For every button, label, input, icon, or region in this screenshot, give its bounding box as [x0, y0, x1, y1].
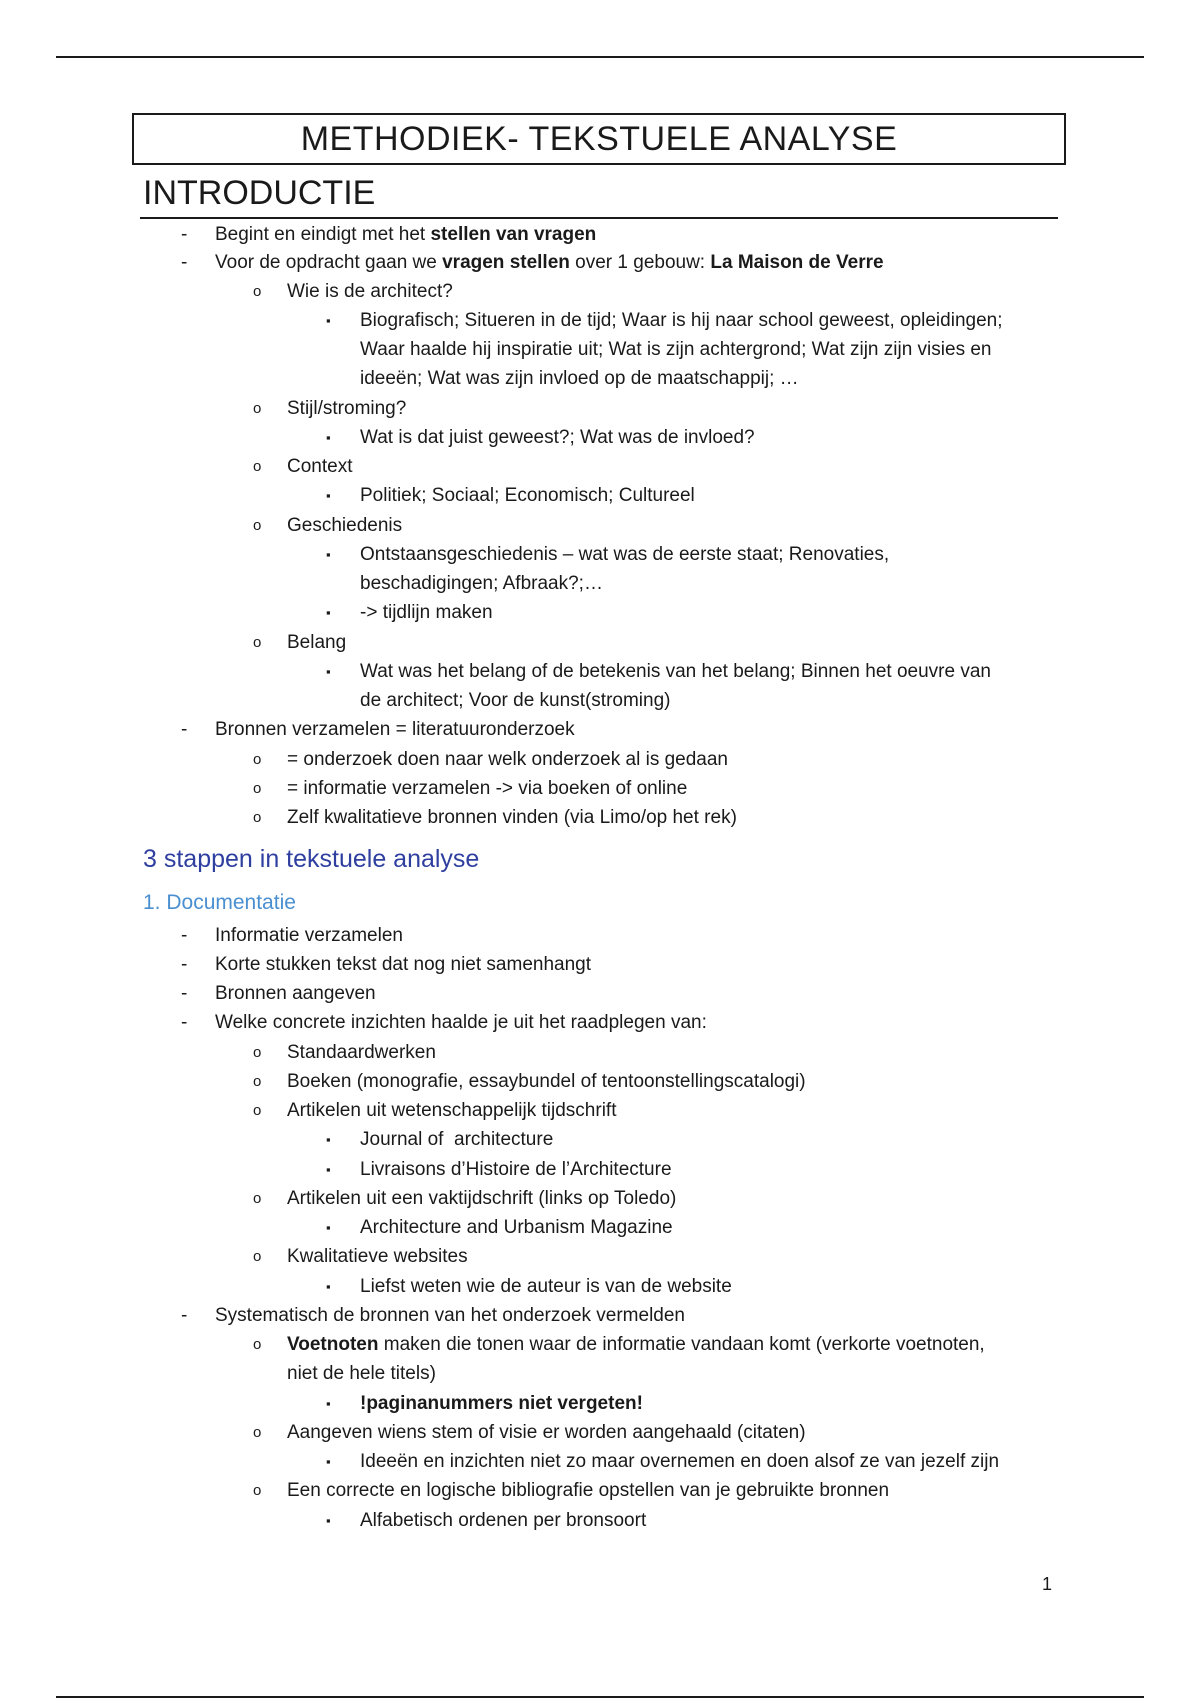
- list-item: ▪ Politiek; Sociaal; Economisch; Cultureel: [360, 481, 695, 510]
- list-item: o Standaardwerken: [287, 1038, 436, 1067]
- circle-bullet-icon: o: [253, 1482, 262, 1499]
- list-item: o Een correcte en logische bibliografie opstellen van je gebruikte bronnen: [287, 1476, 889, 1505]
- circle-bullet-icon: o: [253, 634, 262, 651]
- list-item: o Stijl/stroming?: [287, 394, 406, 423]
- list-item: - Voor de opdracht gaan we vragen stellen over 1 gebouw: La Maison de Verre: [215, 248, 884, 277]
- list-item: o Aangeven wiens stem of visie er worden aangehaald (citaten): [287, 1418, 806, 1447]
- circle-bullet-icon: o: [253, 400, 262, 417]
- list-item: o Kwalitatieve websites: [287, 1242, 468, 1271]
- circle-bullet-icon: o: [253, 1248, 262, 1265]
- list-item: - Welke concrete inzichten haalde je uit het raadplegen van:: [215, 1008, 707, 1037]
- circle-bullet-icon: o: [253, 809, 262, 826]
- circle-bullet-icon: o: [253, 458, 262, 475]
- list-item: - Bronnen verzamelen = literatuuronderzoek: [215, 715, 575, 744]
- list-item: ▪ Ontstaansgeschiedenis – wat was de eerste staat; Renovaties,: [360, 540, 889, 569]
- subsection-heading: 1. Documentatie: [143, 891, 296, 914]
- list-item-continuation: niet de hele titels): [287, 1363, 436, 1384]
- list-item-continuation: beschadigingen; Afbraak?;…: [360, 573, 603, 594]
- dash-marker: -: [181, 719, 188, 740]
- list-item: ▪ Livraisons d’Histoire de l’Architecture: [360, 1155, 672, 1184]
- square-bullet-icon: ▪: [326, 664, 331, 679]
- circle-bullet-icon: o: [253, 1102, 262, 1119]
- list-item: o Geschiedenis: [287, 511, 402, 540]
- square-bullet-icon: ▪: [326, 605, 331, 620]
- dash-marker: -: [181, 252, 188, 273]
- square-bullet-icon: ▪: [326, 1513, 331, 1528]
- dash-marker: -: [181, 1012, 188, 1033]
- list-item: ▪ !paginanummers niet vergeten!: [360, 1389, 643, 1418]
- list-item: ▪ Alfabetisch ordenen per bronsoort: [360, 1506, 646, 1535]
- footer-rule: [56, 1696, 1144, 1698]
- list-item-continuation: Waar haalde hij inspiratie uit; Wat is zijn achtergrond; Wat zijn zijn visies en: [360, 339, 992, 360]
- circle-bullet-icon: o: [253, 1336, 262, 1353]
- list-item: o Voetnoten maken die tonen waar de informatie vandaan komt (verkorte voetnoten,: [287, 1330, 985, 1359]
- list-item: - Bronnen aangeven: [215, 979, 376, 1008]
- square-bullet-icon: ▪: [326, 1396, 331, 1411]
- list-item: o = onderzoek doen naar welk onderzoek al is gedaan: [287, 745, 728, 774]
- list-item: ▪ Biografisch; Situeren in de tijd; Waar is hij naar school geweest, opleidingen;: [360, 306, 1002, 335]
- list-item: o Context: [287, 452, 352, 481]
- list-item: ▪ Journal of architecture: [360, 1125, 553, 1154]
- list-item: ▪ -> tijdlijn maken: [360, 598, 493, 627]
- list-item-continuation: ideeën; Wat was zijn invloed op de maatschappij; …: [360, 368, 799, 389]
- circle-bullet-icon: o: [253, 283, 262, 300]
- page-number: 1: [1042, 1574, 1053, 1594]
- square-bullet-icon: ▪: [326, 1132, 331, 1147]
- square-bullet-icon: ▪: [326, 488, 331, 503]
- document-title: METHODIEK- TEKSTUELE ANALYSE: [132, 113, 1066, 165]
- list-item: - Informatie verzamelen: [215, 921, 403, 950]
- circle-bullet-icon: o: [253, 1044, 262, 1061]
- circle-bullet-icon: o: [253, 1073, 262, 1090]
- circle-bullet-icon: o: [253, 780, 262, 797]
- list-item: o Zelf kwalitatieve bronnen vinden (via Limo/op het rek): [287, 803, 737, 832]
- list-item: o Belang: [287, 628, 346, 657]
- circle-bullet-icon: o: [253, 751, 262, 768]
- dash-marker: -: [181, 224, 188, 245]
- list-item: - Begint en eindigt met het stellen van vragen: [215, 220, 596, 249]
- intro-heading-underline: [140, 217, 1058, 219]
- list-item: o Artikelen uit een vaktijdschrift (links op Toledo): [287, 1184, 676, 1213]
- circle-bullet-icon: o: [253, 517, 262, 534]
- square-bullet-icon: ▪: [326, 430, 331, 445]
- square-bullet-icon: ▪: [326, 1220, 331, 1235]
- square-bullet-icon: ▪: [326, 1279, 331, 1294]
- square-bullet-icon: ▪: [326, 547, 331, 562]
- list-item: ▪ Wat was het belang of de betekenis van het belang; Binnen het oeuvre van: [360, 657, 991, 686]
- square-bullet-icon: ▪: [326, 1454, 331, 1469]
- dash-marker: -: [181, 1305, 188, 1326]
- list-item: o Artikelen uit wetenschappelijk tijdschrift: [287, 1096, 617, 1125]
- list-item: - Korte stukken tekst dat nog niet samenhangt: [215, 950, 591, 979]
- intro-heading: INTRODUCTIE: [143, 174, 376, 212]
- square-bullet-icon: ▪: [326, 1162, 331, 1177]
- square-bullet-icon: ▪: [326, 313, 331, 328]
- circle-bullet-icon: o: [253, 1190, 262, 1207]
- list-item: o Boeken (monografie, essaybundel of tentoonstellingscatalogi): [287, 1067, 806, 1096]
- dash-marker: -: [181, 954, 188, 975]
- header-rule: [56, 56, 1144, 58]
- dash-marker: -: [181, 983, 188, 1004]
- list-item-continuation: de architect; Voor de kunst(stroming): [360, 690, 671, 711]
- list-item: ▪ Architecture and Urbanism Magazine: [360, 1213, 673, 1242]
- list-item: o Wie is de architect?: [287, 277, 453, 306]
- section-heading: 3 stappen in tekstuele analyse: [143, 845, 480, 873]
- list-item: ▪ Wat is dat juist geweest?; Wat was de invloed?: [360, 423, 755, 452]
- list-item: ▪ Ideeën en inzichten niet zo maar overnemen en doen alsof ze van jezelf zijn: [360, 1447, 999, 1476]
- circle-bullet-icon: o: [253, 1424, 262, 1441]
- dash-marker: -: [181, 925, 188, 946]
- list-item: - Systematisch de bronnen van het onderzoek vermelden: [215, 1301, 685, 1330]
- list-item: ▪ Liefst weten wie de auteur is van de website: [360, 1272, 732, 1301]
- list-item: o = informatie verzamelen -> via boeken of online: [287, 774, 687, 803]
